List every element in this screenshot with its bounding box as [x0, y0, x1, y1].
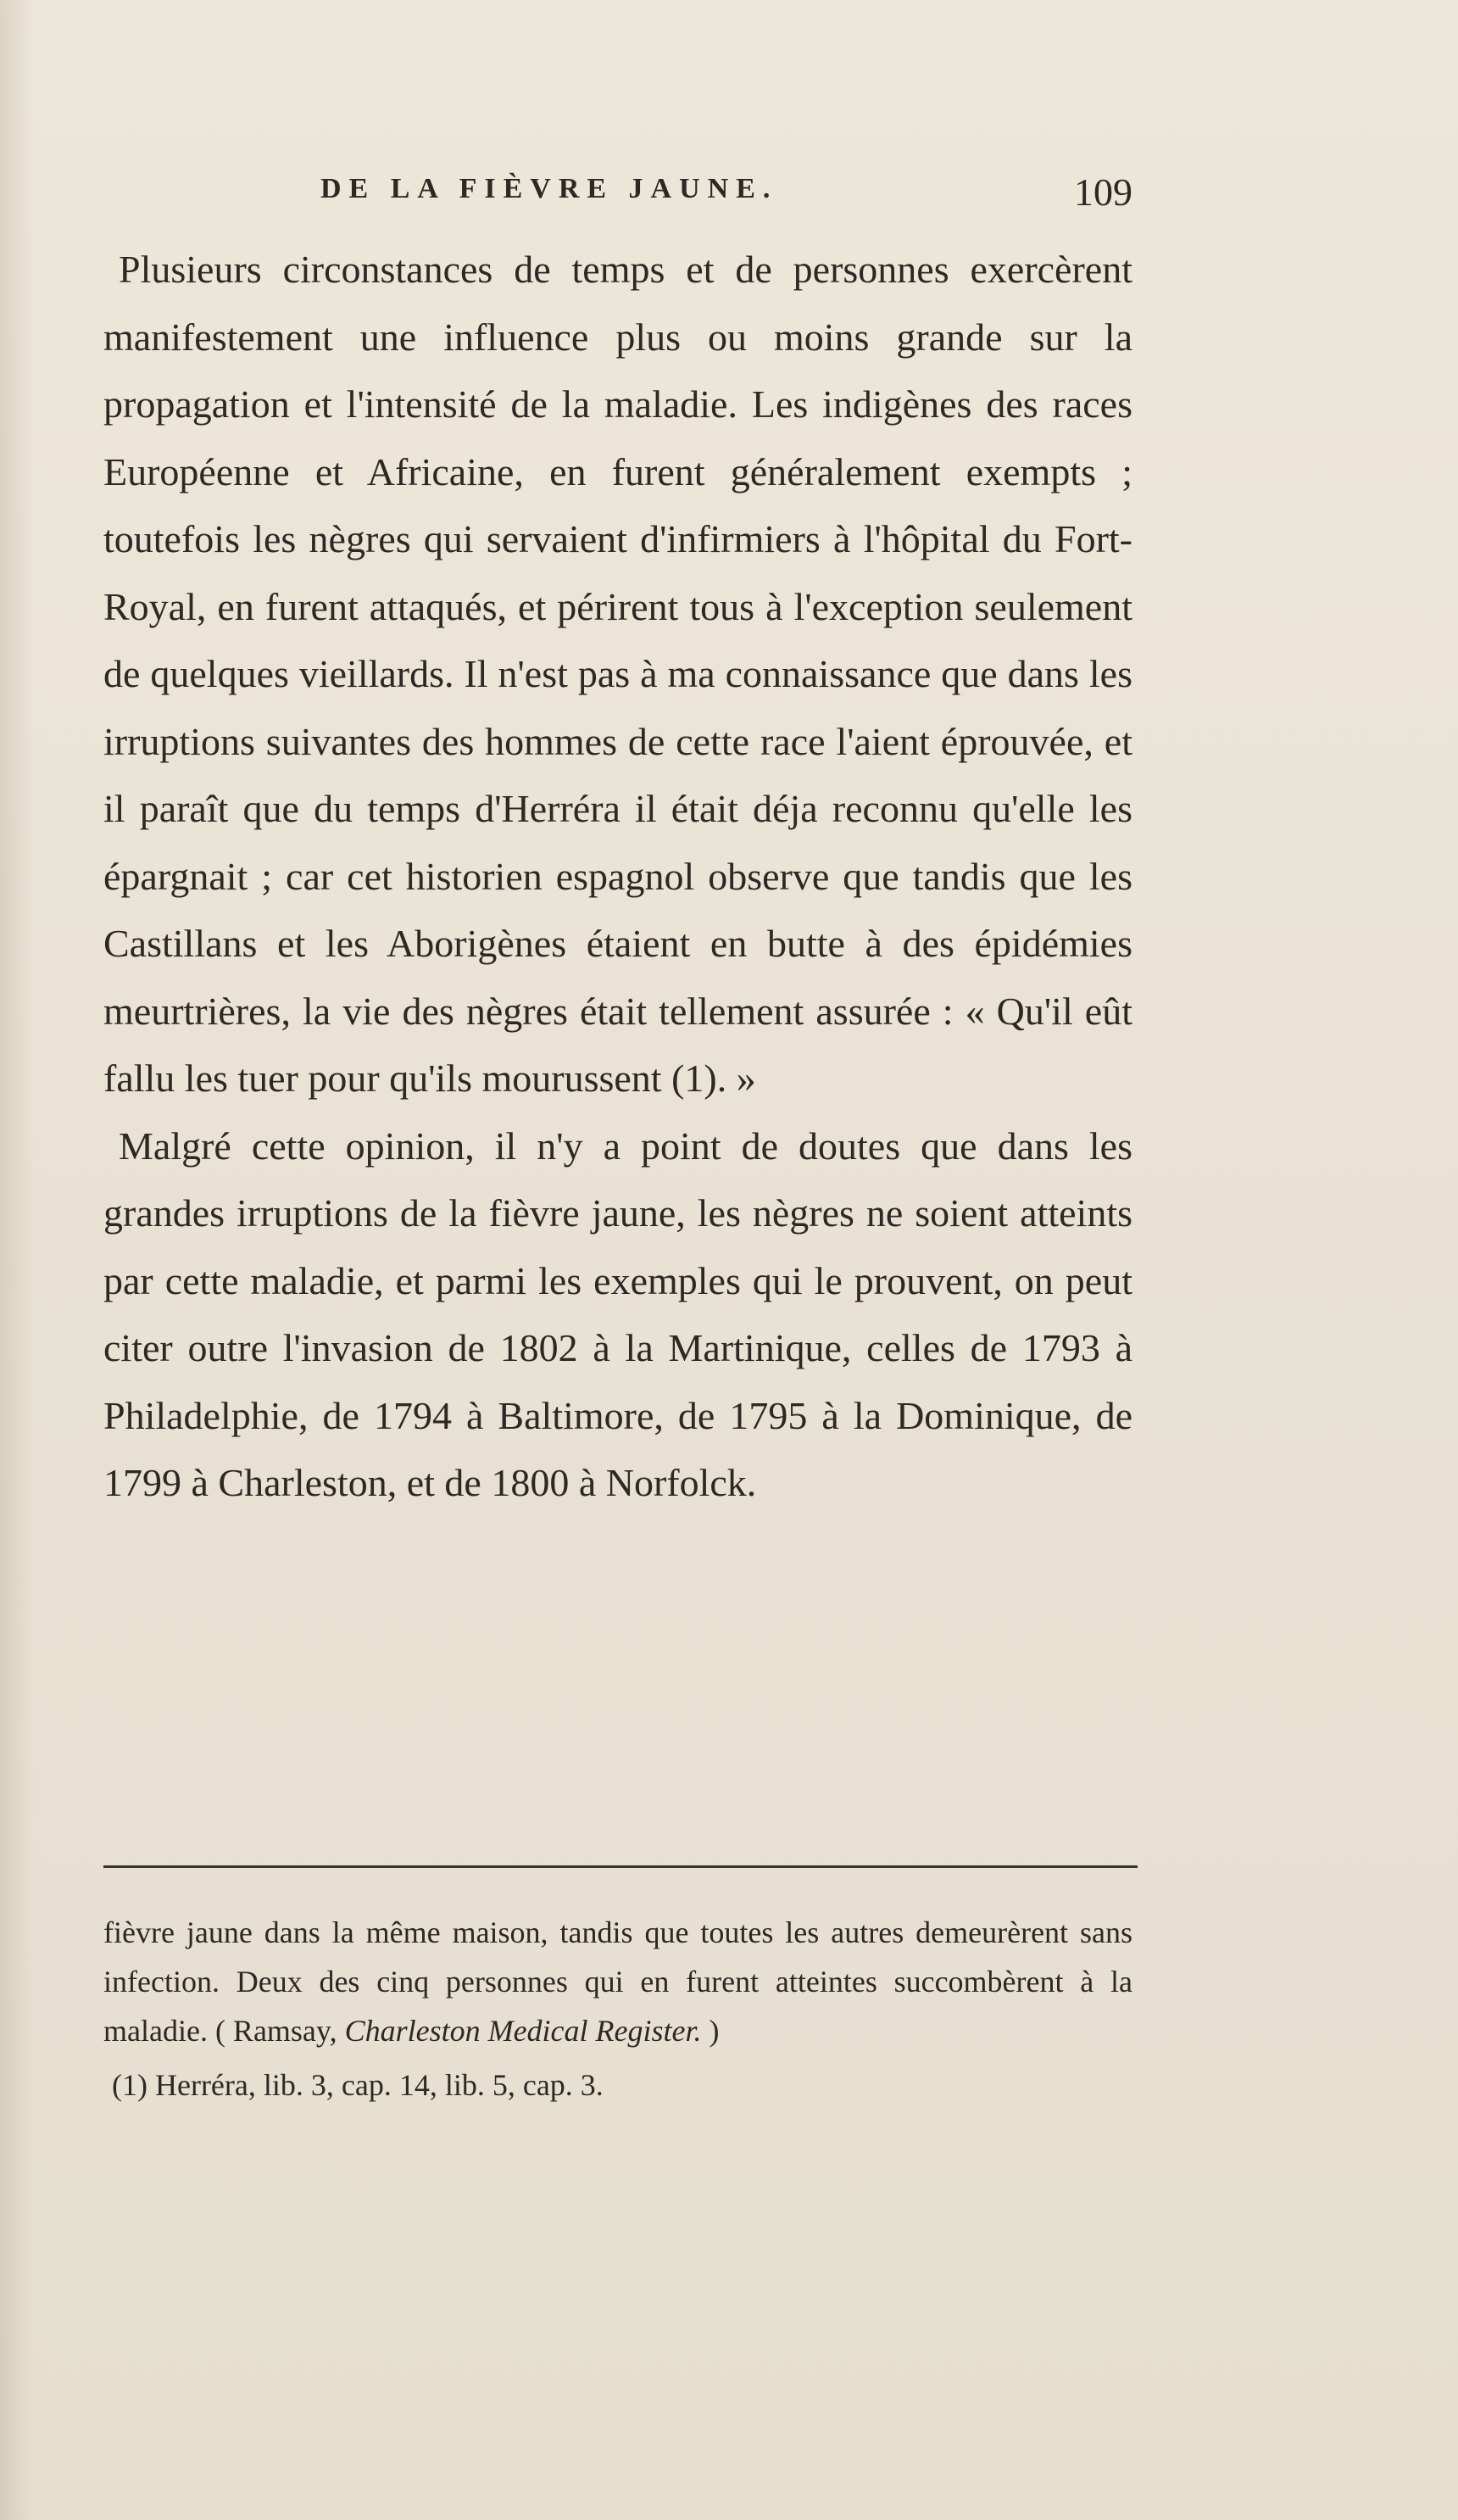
footnote-continuation-text: fièvre jaune dans la même maison, tandis que toutes les autres demeurèrent sans infection. Deux des cinq personnes qui en furent atteintes succombèrent à la maladie. ( Ramsay, [103, 1915, 1132, 2048]
footnote-source: Charleston Medical Register. [344, 2014, 702, 2048]
page-number: 109 [1074, 170, 1132, 214]
footnote-1: (1) Herréra, lib. 3, cap. 14, lib. 5, cap. 3. [112, 2068, 604, 2102]
footnote-continuation [103, 1908, 1132, 2055]
main-text [103, 236, 1132, 1517]
paragraph-2: Malgré cette opinion, il n'y a point de doutes que dans les grandes irruptions de la fièvre jaune, les nègres ne soient atteints par cette maladie, et parmi les exemples qui le prouvent, on peut citer outre l'invasion de 1802 à la Martinique, celles de 1793 à Philadelphie, de 1794 à Baltimore, de 1795 à la Dominique, de 1799 à Charleston, et de 1800 à Norfolck. [103, 1123, 1132, 1504]
footnotes [103, 1908, 1132, 2110]
running-head [320, 170, 1132, 220]
paragraph-1: Plusieurs circonstances de temps et de personnes exercèrent manifestement une influence plus ou moins grande sur la propagation et l'intensité de la maladie. Les indigènes des races Européenne et Africaine, en furent généralement exempts ; toutefois les nègres qui servaient d'infirmiers à l'hôpital du Fort-Royal, en furent attaqués, et périrent tous à l'exception seulement de quelques vieillards. Il n'est pas à ma connaissance que dans les irruptions suivantes des hommes de cette race l'aient éprouvée, et il paraît que du temps d'Herréra il était déja reconnu qu'elle les épargnait ; car cet historien espagnol observe que tandis que les Castillans et les Aborigènes étaient en butte à des épidémies meurtrières, la vie des nègres était tellement assurée : « Qu'il eût fallu les tuer pour qu'ils mourussent (1). » [103, 248, 1132, 1100]
footnote-separator [103, 1865, 1138, 1868]
running-title: DE LA FIÈVRE JAUNE. [320, 173, 778, 204]
footnote-close: ) [701, 2014, 720, 2048]
